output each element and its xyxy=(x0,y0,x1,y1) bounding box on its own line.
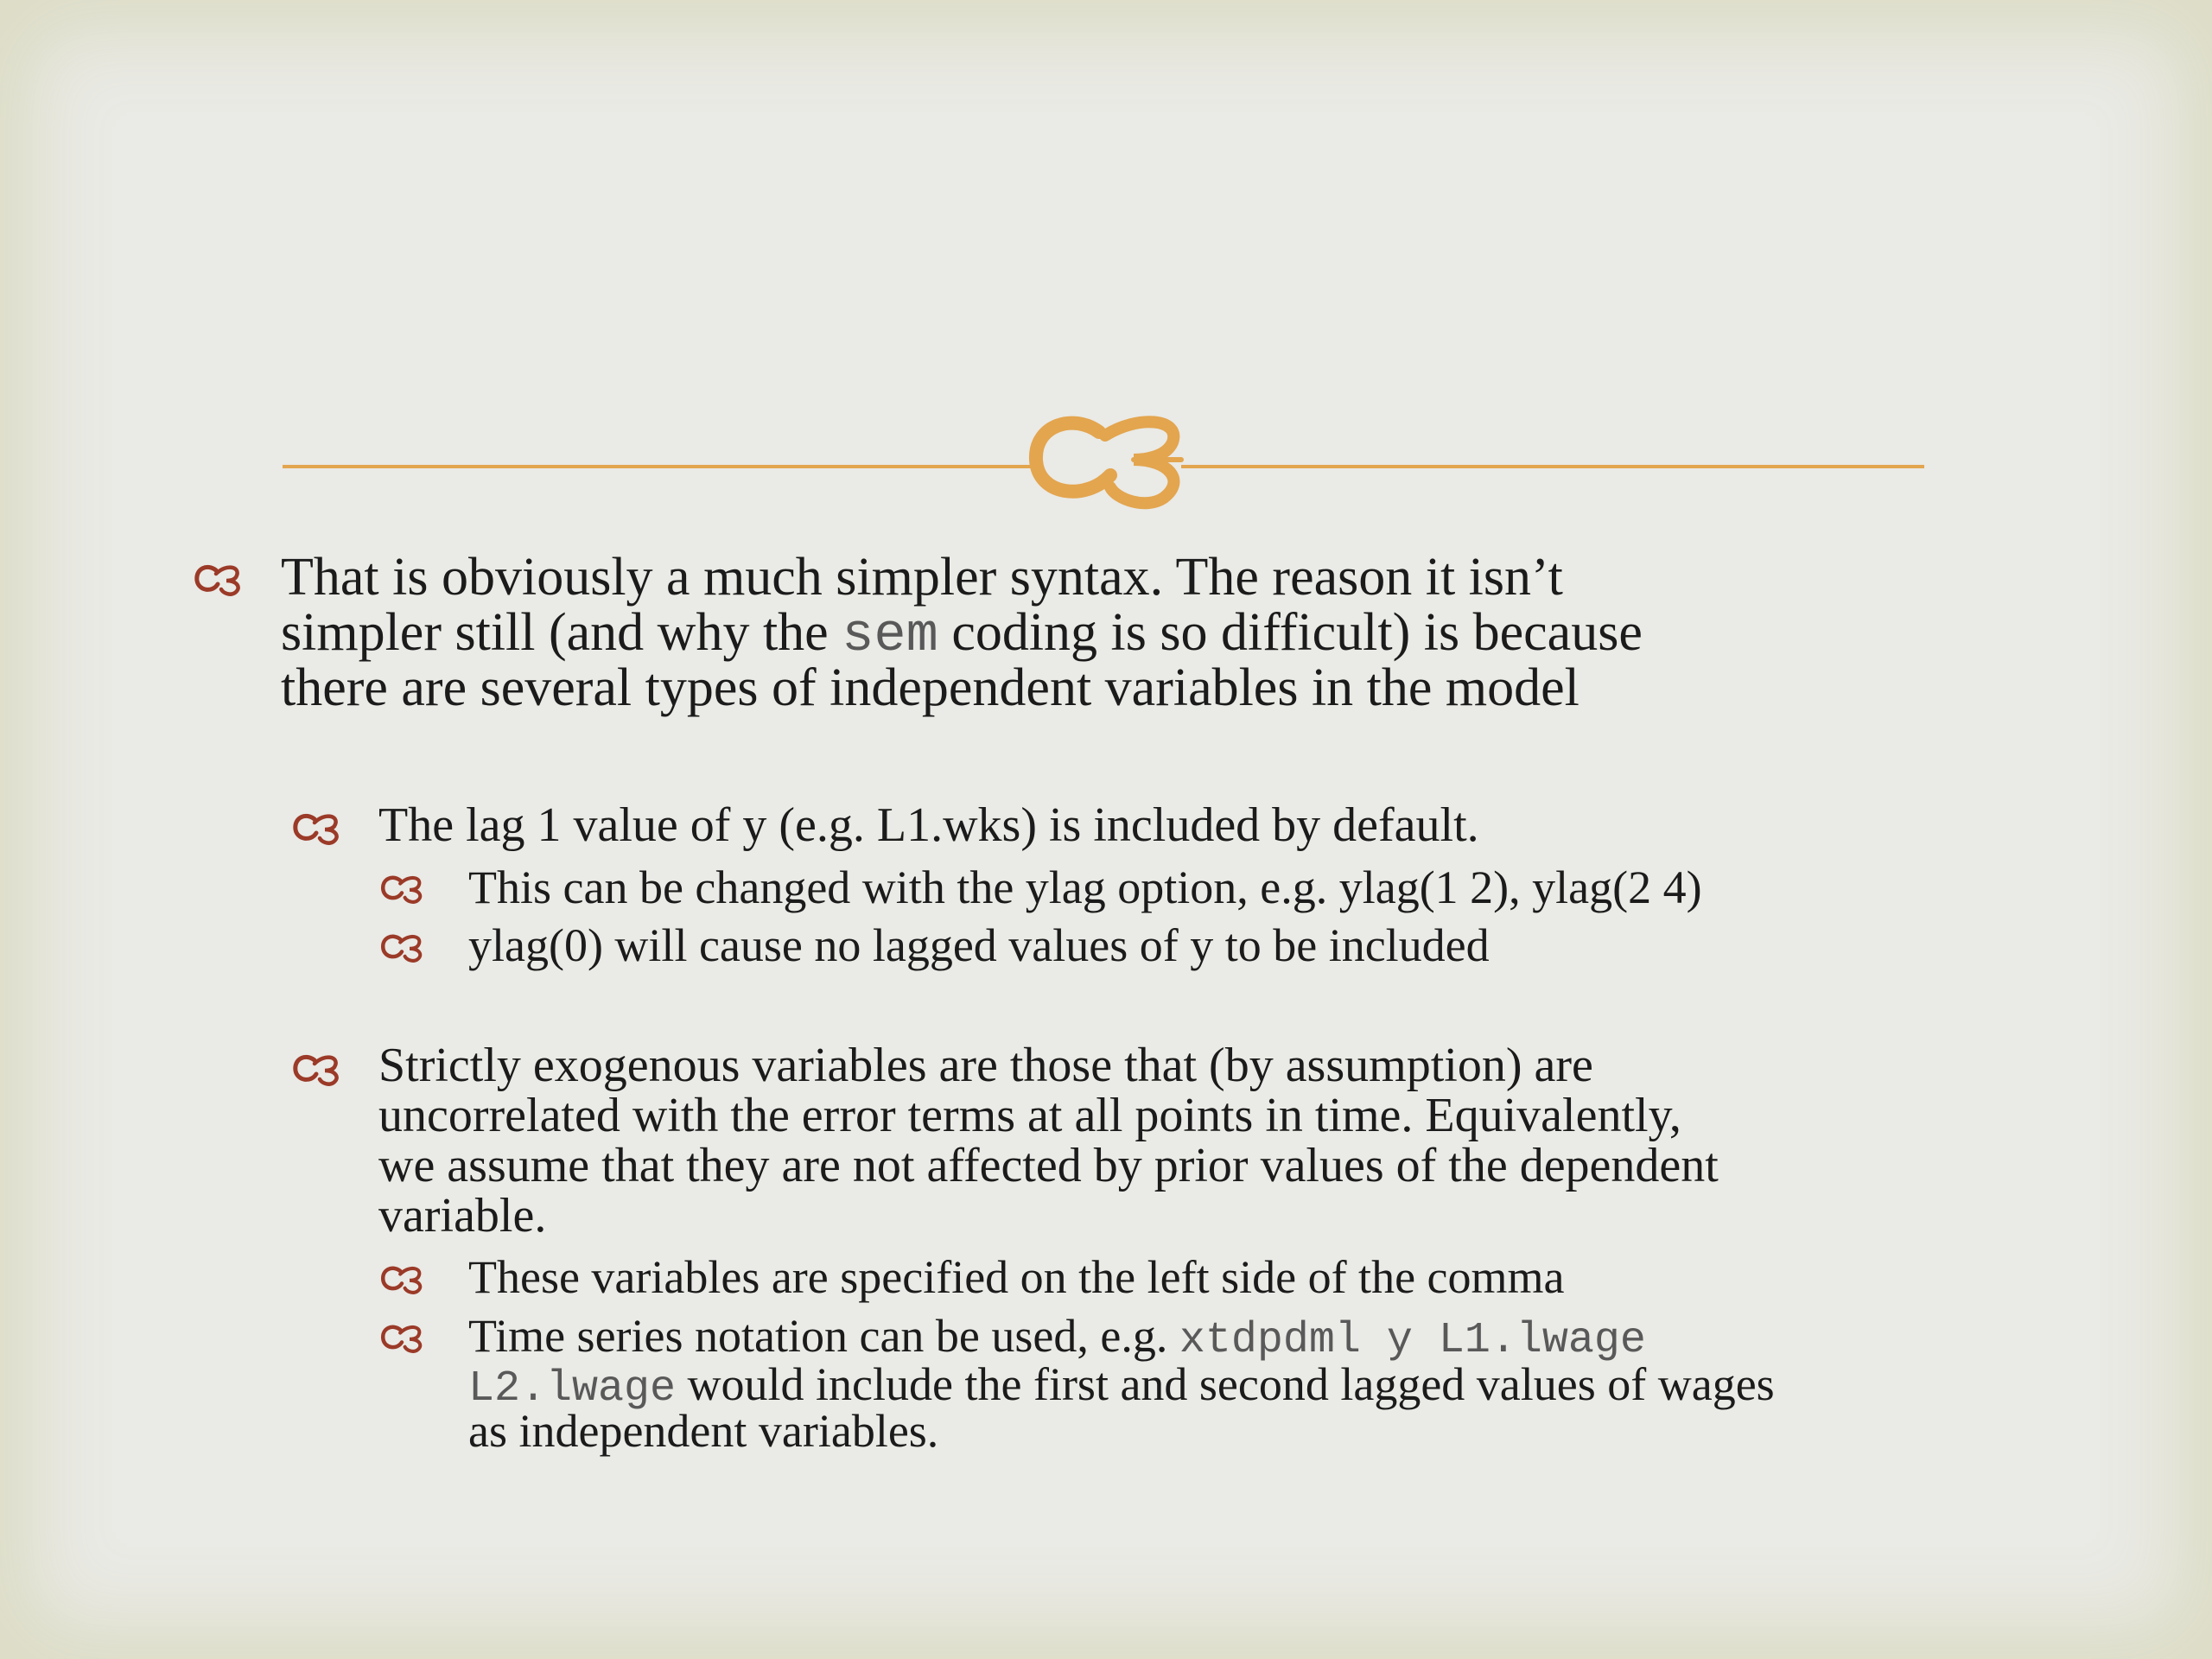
bullet-main-text-b: simpler still (and why the xyxy=(281,603,842,662)
bullet-main-line-2 xyxy=(281,605,1643,664)
bullet-strict-sub-2-text: Time series notation can be used, e.g. xyxy=(468,1310,1179,1362)
bullet-strict-sub-1: These variables are specified on the left side of the comma xyxy=(468,1251,1565,1303)
bullet-strict-line-2: uncorrelated with the error terms at all points in time. Equivalently, xyxy=(378,1089,1681,1142)
bullet-strict-sub-2-text-2: would include the first and second lagged values of wages xyxy=(676,1358,1775,1410)
flourish-bullet-icon xyxy=(378,873,425,904)
code-sem: sem xyxy=(842,605,938,666)
code-l2-lwage: L2.lwage xyxy=(468,1364,677,1414)
bullet-strict-line-4: variable. xyxy=(378,1189,547,1243)
bullet-lag-sub-1: This can be changed with the ylag option, e.g. ylag(1 2), ylag(2 4) xyxy=(468,861,1702,913)
bullet-main-text-c: coding is so difficult) is because xyxy=(938,603,1643,662)
bullet-strict-line-3: we assume that they are not affected by prior values of the dependent xyxy=(378,1139,1719,1192)
bullet-main-line-1: That is obviously a much simpler syntax. The reason it isn’t xyxy=(281,548,1563,607)
bullet-strict-sub-2-line-3: as independent variables. xyxy=(468,1405,939,1457)
code-xtdpdml: xtdpdml y L1.lwage xyxy=(1179,1316,1646,1365)
bullet-main-line-3: there are several types of independent variables in the model xyxy=(281,658,1580,717)
flourish-bullet-icon xyxy=(290,1052,342,1086)
bullet-strict-sub-2-line-1 xyxy=(468,1312,1646,1365)
bullet-lag-text: The lag 1 value of y (e.g. L1.wks) is included by default. xyxy=(378,798,1479,852)
flourish-bullet-icon xyxy=(192,562,244,596)
bullet-strict-line-1: Strictly exogenous variables are those that (by assumption) are xyxy=(378,1039,1593,1092)
flourish-bullet-icon xyxy=(378,931,425,963)
flourish-bullet-icon xyxy=(378,1322,425,1353)
flourish-bullet-icon xyxy=(290,810,342,845)
flourish-bullet-icon xyxy=(378,1263,425,1294)
bullet-lag-sub-2: ylag(0) will cause no lagged values of y to be included xyxy=(468,919,1490,971)
